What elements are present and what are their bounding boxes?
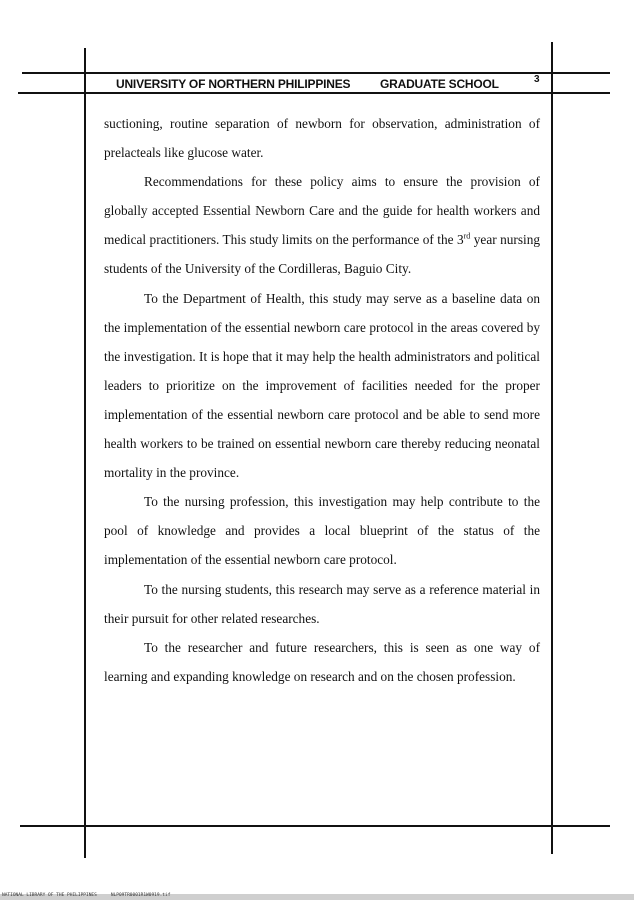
university-name: UNIVERSITY OF NORTHERN PHILIPPINES — [116, 77, 351, 91]
paragraph-5: To the nursing students, this research may serve as a reference material in their pursuit for other related researches. — [104, 581, 540, 626]
paragraph-2 — [104, 167, 540, 283]
scan-code: NLP09TR0001R1W0919.tif — [110, 893, 171, 898]
ordinal-suffix: rd — [463, 231, 471, 241]
body-text — [104, 109, 540, 691]
paragraph-3: To the Department of Health, this study may serve as a baseline data on the implementation of the essential newborn care protocol in the areas covered by the investigation. It is hope that it may help the health administrators and political leaders to prioritize on the improvement of facilities needed for the proper implementation of the essential newborn care protocol and be able to send more health workers to be trained on essential newborn care thereby reducing neonatal mortality in the province. — [104, 290, 540, 481]
paragraph-6: To the researcher and future researchers, this is seen as one way of learning and expanding knowledge on research and on the chosen profession. — [104, 639, 540, 684]
header-top-rule — [22, 72, 610, 74]
paragraph-1: suctioning, routine separation of newborn for observation, administration of prelacteals like glucose water. — [104, 116, 540, 161]
page-number: 3 — [534, 74, 540, 85]
scan-footer — [2, 893, 170, 898]
right-margin-line — [551, 42, 553, 854]
paragraph-4: To the nursing profession, this investigation may help contribute to the pool of knowledge and provides a local blueprint of the status of the implementation of the essential newborn care protocol. — [104, 494, 540, 568]
left-margin-line — [84, 48, 86, 858]
header-bottom-rule — [18, 92, 610, 94]
page-header — [116, 76, 546, 92]
school-name: GRADUATE SCHOOL — [380, 77, 499, 91]
library-name: NATIONAL LIBRARY OF THE PHILIPPINES — [2, 893, 97, 898]
paragraph-2-part-b: year nursing students of the University of the Cordilleras, Baguio City. — [104, 232, 540, 277]
footer-rule — [20, 825, 610, 827]
paragraph-2-part-a: Recommendations for these policy aims to ensure the provision of globally accepted Essential Newborn Care and the guide for health workers and medical practitioners. This study limits on the performance of the 3 — [104, 174, 540, 248]
